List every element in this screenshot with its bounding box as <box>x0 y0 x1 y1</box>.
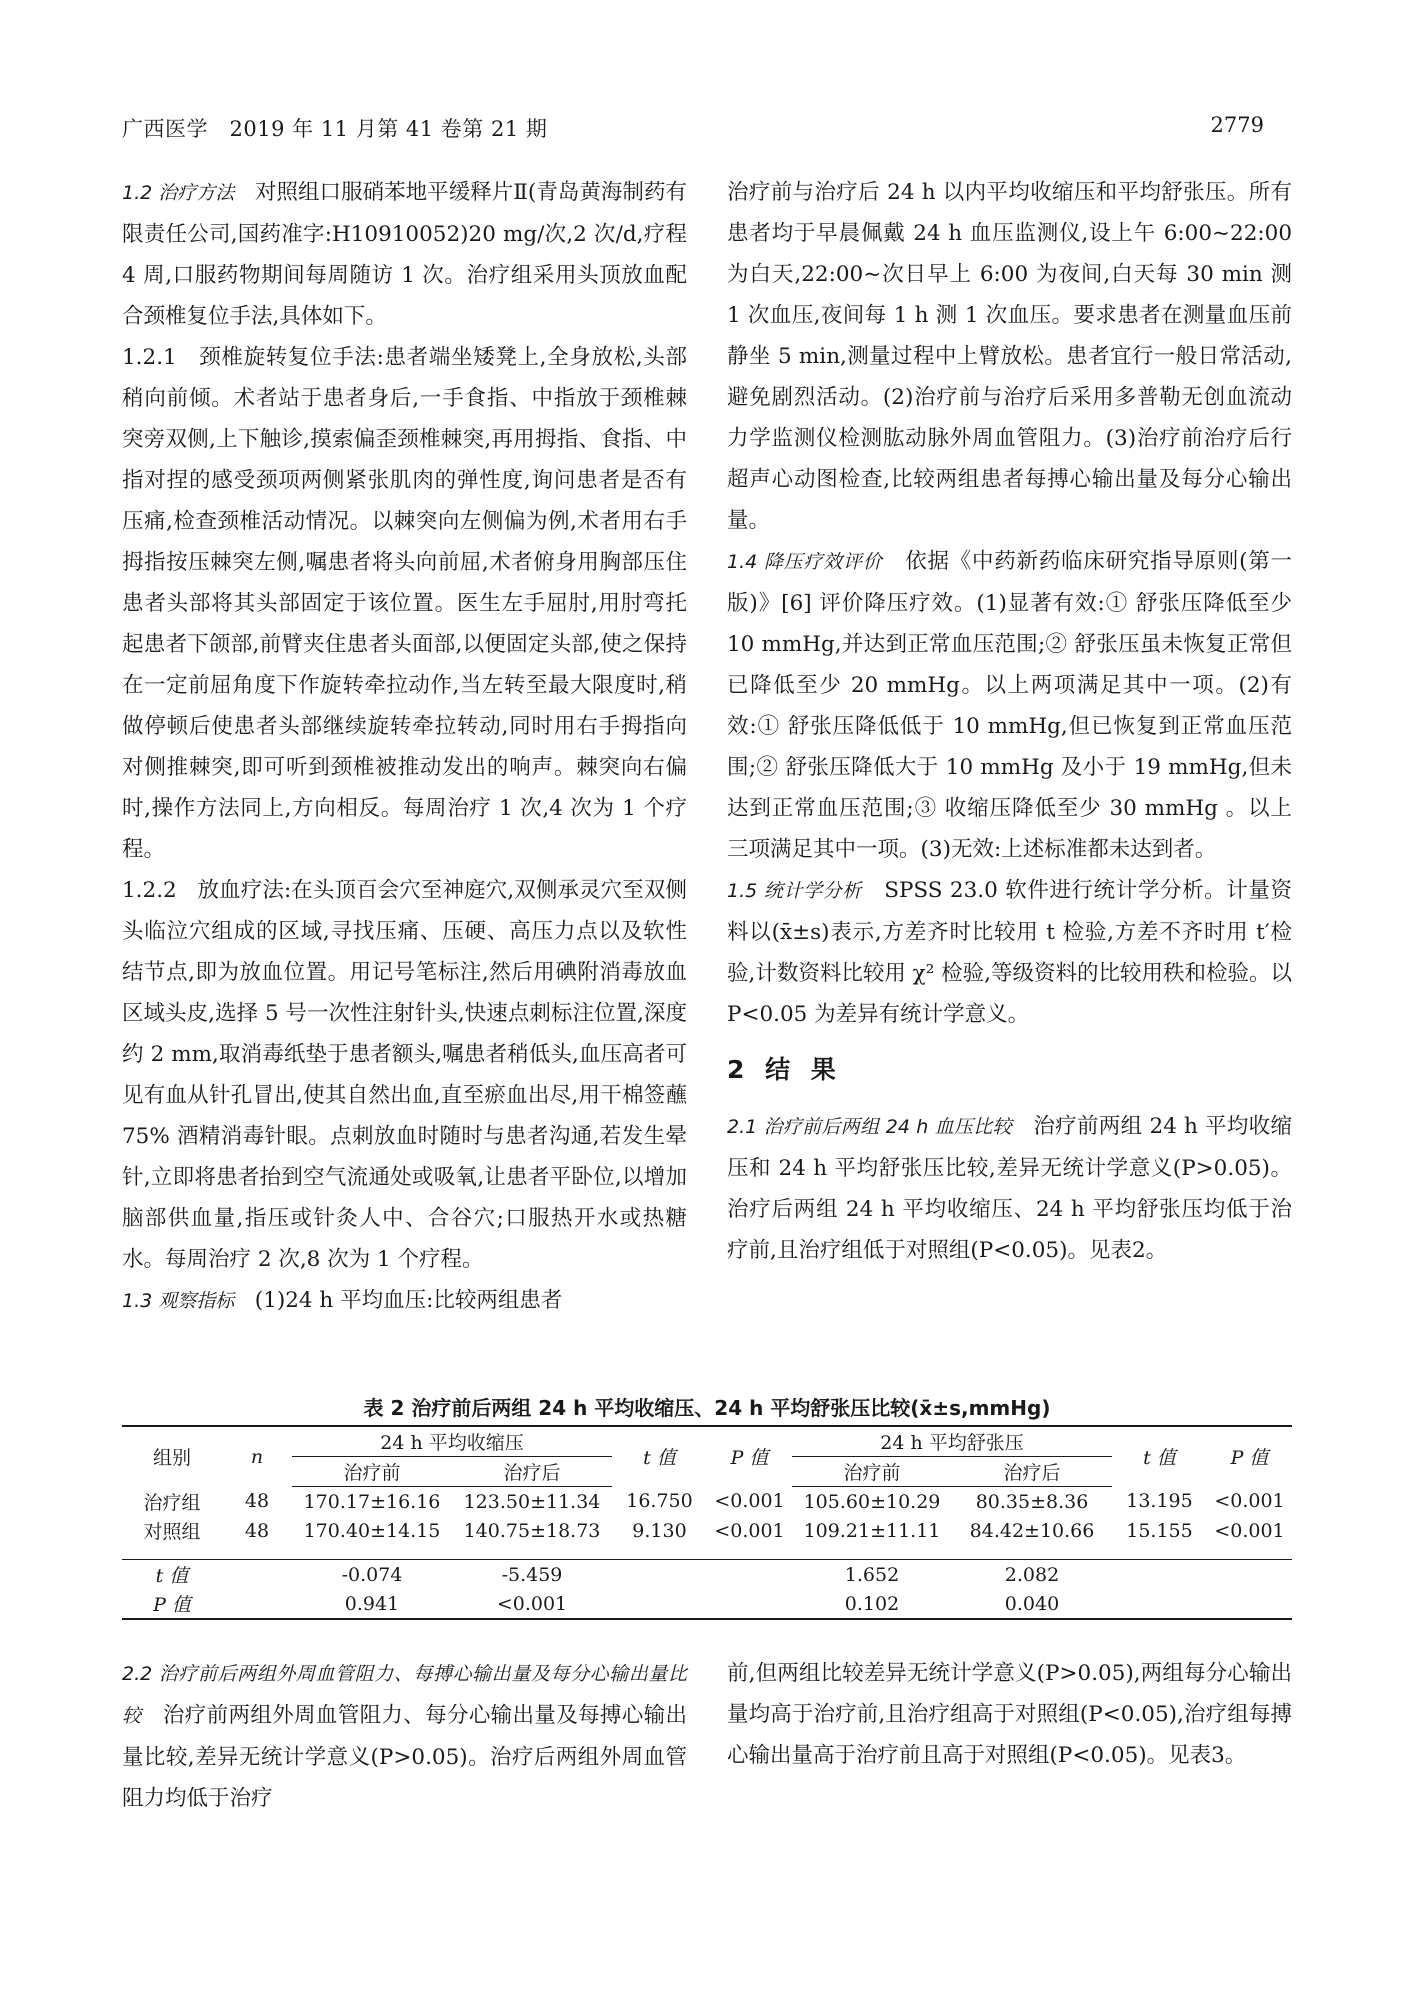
col-header-n: n <box>222 1426 292 1487</box>
col-header-p1: P 值 <box>707 1426 792 1487</box>
issue-info: 2019 年 11 月第 41 卷第 21 期 <box>229 117 548 141</box>
sub-header-dbp-after: 治疗后 <box>952 1457 1112 1487</box>
section-label-1-5: 1.5 统计学分析 <box>727 880 862 902</box>
cell-dbp-after: 80.35±8.36 <box>975 1490 1089 1513</box>
right-column-bottom <box>727 1653 1292 1776</box>
table-row-t <box>122 1560 1292 1590</box>
left-column-bottom <box>122 1653 687 1819</box>
cell-t-dbp-before: 1.652 <box>792 1560 952 1590</box>
paragraph-1-2-2 <box>122 870 687 1280</box>
paragraph-1-2-1 <box>122 337 687 870</box>
paragraph-1-4 <box>727 541 1292 870</box>
cell-p-sbp-after: <0.001 <box>452 1589 612 1619</box>
table-row <box>122 1487 1292 1517</box>
journal-name: 广西医学 <box>122 117 208 141</box>
table-caption: 表 2 治疗前后两组 24 h 平均收缩压、24 h 平均舒张压比较(x̄±s,mmHg) <box>363 1396 1051 1420</box>
section-label-1-2: 1.2 治疗方法 <box>122 182 235 204</box>
cell-t1: 9.130 <box>632 1519 687 1542</box>
paragraph-text: 对照组口服硝苯地平缓释片Ⅱ(青岛黄海制药有限责任公司,国药准字:H10910052)20 mg/次,2 次/d,疗程 4 周,口服药物期间每周随访 1 次。治疗组采用头顶放血配合颈椎复位手法,具体如下。 <box>122 180 687 329</box>
cell-p-sbp-before: 0.941 <box>292 1589 452 1619</box>
running-header <box>122 113 547 143</box>
cell-group: 对照组 <box>143 1521 201 1543</box>
page-number: 2779 <box>1210 113 1264 137</box>
cell-t-sbp-after: -5.459 <box>452 1560 612 1590</box>
section-label-1-2-2: 1.2.2 <box>122 878 177 903</box>
table-row <box>122 1516 1292 1545</box>
cell-p-dbp-before: 0.102 <box>792 1589 952 1619</box>
results-table <box>122 1425 1292 1620</box>
paragraph-text: 依据《中药新药临床研究指导原则(第一版)》[6] 评价降压疗效。(1)显著有效:① 舒张压降低至少 10 mmHg,并达到正常血压范围;② 舒张压虽未恢复正常但已降低至少 20 mmHg。以上两项满足其中一项。(2)有效:① 舒张压降低低于 10 mmHg,但已恢复到正常血压范围;② 舒张压降低大于 10 mmHg 及小于 19 mmHg,但未达到正常血压范围;③ 收缩压降低至少 30 mmHg 。以上三项满足其中一项。(3)无效:上述标准都未达到者。 <box>727 549 1292 862</box>
table-header-row <box>122 1426 1292 1457</box>
cell-t-sbp-before: -0.074 <box>292 1560 452 1590</box>
cell-n: 48 <box>244 1519 270 1542</box>
table-row-p <box>122 1589 1292 1619</box>
paragraph-text: 治疗前两组 24 h 平均收缩压和 24 h 平均舒张压比较,差异无统计学意义(P>0.05)。治疗后两组 24 h 平均收缩压、24 h 平均舒张压均低于治疗前,且治疗组低于对照组(P<0.05)。见表2。 <box>727 1114 1292 1263</box>
cell-p-dbp-after: 0.040 <box>952 1589 1112 1619</box>
paragraph-2-1 <box>727 1106 1292 1271</box>
cell-sbp-before: 170.17±16.16 <box>303 1490 441 1513</box>
col-header-t2: t 值 <box>1112 1426 1207 1487</box>
cell-p-label: P 值 <box>122 1589 222 1619</box>
paragraph-1-3-cont: 治疗前与治疗后 24 h 以内平均收缩压和平均舒张压。所有患者均于早晨佩戴 24 h 血压监测仪,设上午 6:00~22:00 为白天,22:00~次日早上 6:00 为夜间,白天每 30 min 测 1 次血压,夜间每 1 h 测 1 次血压。要求患者在测量血压前静坐 5 min,测量过程中上臂放松。患者宜行一般日常活动,避免剧烈活动。(2)治疗前与治疗后采用多普勒无创血流动力学监测仪检测肱动脉外周血管阻力。(3)治疗前治疗后行超声心动图检查,比较两组患者每搏心输出量及每分心输出量。 <box>727 180 1292 533</box>
sub-header-sbp-after: 治疗后 <box>452 1457 612 1487</box>
table-spacer-row <box>122 1545 1292 1560</box>
col-header-dbp: 24 h 平均舒张压 <box>792 1426 1112 1457</box>
sub-header-dbp-before: 治疗前 <box>792 1457 952 1487</box>
cell-sbp-after: 123.50±11.34 <box>463 1490 601 1513</box>
cell-group: 治疗组 <box>143 1491 201 1514</box>
cell-t1: 16.750 <box>626 1490 693 1513</box>
right-column-top <box>727 172 1292 1271</box>
paragraph-text: SPSS 23.0 软件进行统计学分析。计量资料以(x̄±s)表示,方差齐时比较用 t 检验,方差不齐时用 t′检验,计数资料比较用 χ² 检验,等级资料的比较用秩和检验。以 P<0.05 为差异有统计学意义。 <box>727 878 1292 1027</box>
col-header-group: 组别 <box>122 1426 222 1487</box>
cell-t-label: t 值 <box>122 1560 222 1590</box>
cell-dbp-before: 109.21±11.11 <box>803 1519 941 1542</box>
cell-sbp-before: 170.40±14.15 <box>303 1519 441 1542</box>
cell-t2: 15.155 <box>1126 1519 1193 1542</box>
section-label-1-3: 1.3 观察指标 <box>122 1290 235 1312</box>
cell-dbp-after: 84.42±10.66 <box>969 1519 1095 1542</box>
paragraph-text: 治疗前两组外周血管阻力、每分心输出量及每搏心输出量比较,差异无统计学意义(P>0.05)。治疗后两组外周血管阻力均低于治疗 <box>122 1703 687 1811</box>
paragraph-text: (1)24 h 平均血压:比较两组患者 <box>254 1288 563 1313</box>
paragraph-text: 颈椎旋转复位手法:患者端坐矮凳上,全身放松,头部稍向前倾。术者站于患者身后,一手食指、中指放于颈椎棘突旁双侧,上下触诊,摸索偏歪颈椎棘突,再用拇指、食指、中指对捏的感受颈项两侧紧张肌肉的弹性度,询问患者是否有压痛,检查颈椎活动情况。以棘突向左侧偏为例,术者用右手拇指按压棘突左侧,嘱患者将头向前屈,术者俯身用胸部压住患者头部将其头部固定于该位置。医生左手屈肘,用肘弯托起患者下颌部,前臂夹住患者头面部,以便固定头部,使之保持在一定前屈角度下作旋转牵拉动作,当左转至最大限度时,稍做停顿后使患者头部继续旋转牵拉转动,同时用右手拇指向对侧推棘突,即可听到颈椎被推动发出的响声。棘突向右偏时,操作方法同上,方向相反。每周治疗 1 次,4 次为 1 个疗程。 <box>122 345 687 862</box>
cell-p2: <0.001 <box>1214 1519 1285 1542</box>
col-header-t1: t 值 <box>612 1426 707 1487</box>
paragraph-1-2 <box>122 172 687 337</box>
cell-p1: <0.001 <box>714 1490 785 1513</box>
sub-header-sbp-before: 治疗前 <box>292 1457 452 1487</box>
paragraph-2-2-cont: 前,但两组比较差异无统计学意义(P>0.05),两组每分心输出量均高于治疗前,且治疗组高于对照组(P<0.05),治疗组每搏心输出量高于治疗前且高于对照组(P<0.05)。见表3。 <box>727 1661 1292 1768</box>
section-label-1-2-1: 1.2.1 <box>122 345 177 370</box>
cell-sbp-after: 140.75±18.73 <box>463 1519 601 1542</box>
cell-p1: <0.001 <box>714 1519 785 1542</box>
section-title-results: 2 结 果 <box>727 1055 842 1084</box>
paragraph-1-3 <box>122 1280 687 1322</box>
paragraph-text: 放血疗法:在头顶百会穴至神庭穴,双侧承灵穴至双侧头临泣穴组成的区域,寻找压痛、压硬、高压力点以及软性结节点,即为放血位置。用记号笔标注,然后用碘附消毒放血区域头皮,选择 5 号一次性注射针头,快速点刺标注位置,深度约 2 mm,取消毒纸垫于患者额头,嘱患者稍低头,血压高者可见有血从针孔冒出,使其自然出血,直至瘀血出尽,用干棉签蘸 75% 酒精消毒针眼。点刺放血时随时与患者沟通,若发生晕针,立即将患者抬到空气流通处或吸氧,让患者平卧位,以增加脑部供血量,指压或针灸人中、合谷穴;口服热开水或热糖水。每周治疗 2 次,8 次为 1 个疗程。 <box>122 878 687 1272</box>
cell-t2: 13.195 <box>1126 1490 1193 1513</box>
cell-dbp-before: 105.60±10.29 <box>803 1490 941 1513</box>
cell-n: 48 <box>244 1490 270 1513</box>
paragraph-2-2 <box>122 1653 687 1819</box>
section-label-1-4: 1.4 降压疗效评价 <box>727 551 883 573</box>
col-header-sbp: 24 h 平均收缩压 <box>292 1426 612 1457</box>
section-label-2-1: 2.1 治疗前后两组 24 h 血压比较 <box>727 1116 1012 1138</box>
paragraph-1-5 <box>727 870 1292 1035</box>
left-column-top <box>122 172 687 1322</box>
col-header-p2: P 值 <box>1207 1426 1292 1487</box>
cell-p2: <0.001 <box>1214 1490 1285 1513</box>
section-label-2-2: 2.2 治疗前后两组外周血管阻力、每搏心输出量及每分心输出量比较 <box>122 1663 687 1727</box>
cell-t-dbp-after: 2.082 <box>952 1560 1112 1590</box>
